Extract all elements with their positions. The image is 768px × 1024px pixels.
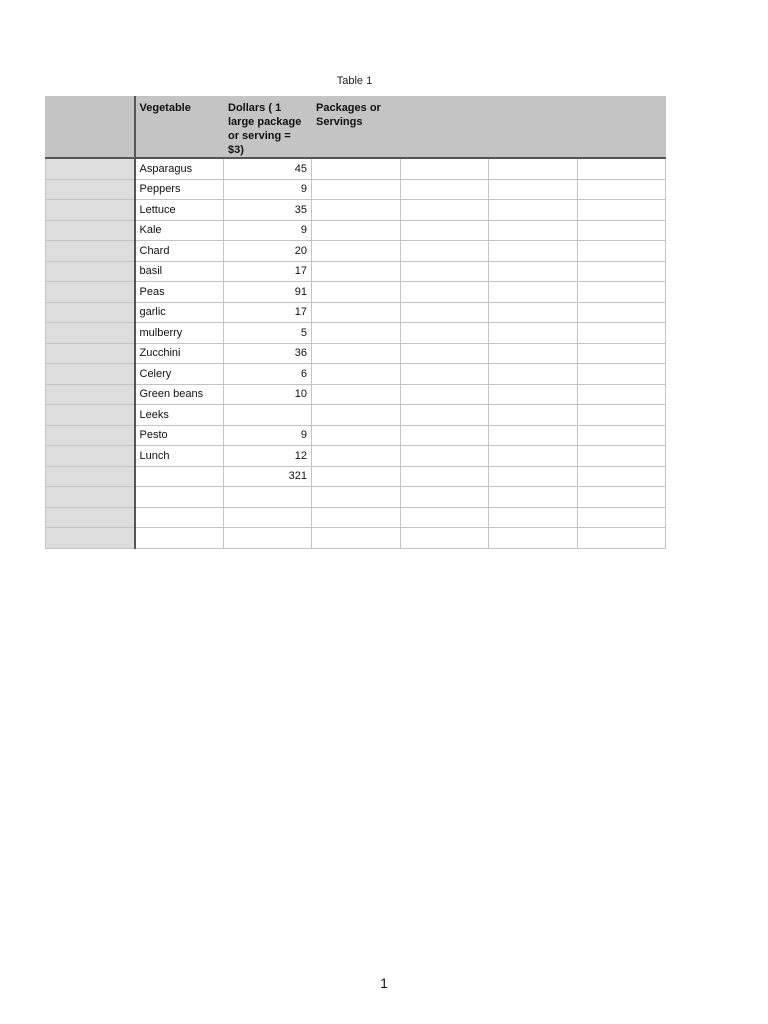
row-header-cell[interactable] [46, 323, 135, 344]
table-row [46, 179, 666, 200]
empty-cell[interactable] [401, 241, 489, 262]
packages-cell[interactable] [312, 425, 401, 446]
packages-cell[interactable] [312, 179, 401, 200]
table-row [46, 200, 666, 221]
row-header-cell[interactable] [46, 282, 135, 303]
table-row [46, 405, 666, 426]
empty-cell[interactable] [401, 405, 489, 426]
vegetable-cell[interactable]: basil [135, 261, 224, 282]
vegetable-cell[interactable]: Leeks [135, 405, 224, 426]
empty-cell[interactable] [401, 323, 489, 344]
row-header-cell[interactable] [46, 241, 135, 262]
empty-cell[interactable] [401, 466, 489, 487]
packages-cell[interactable] [312, 220, 401, 241]
table-row [46, 425, 666, 446]
empty-cell[interactable] [578, 323, 666, 344]
empty-cell[interactable] [489, 200, 578, 221]
table-title: Table 1 [336, 75, 373, 87]
empty-cell[interactable] [578, 158, 666, 179]
dollars-cell[interactable]: 9 [224, 425, 312, 446]
table-row [46, 384, 666, 405]
spreadsheet-table [45, 96, 666, 549]
vegetable-cell[interactable]: Green beans [135, 384, 224, 405]
row-header-cell[interactable] [46, 179, 135, 200]
row-header-cell[interactable] [46, 220, 135, 241]
row-header-cell[interactable] [46, 466, 135, 487]
dollars-cell[interactable] [224, 487, 312, 508]
empty-cell[interactable] [578, 384, 666, 405]
vegetable-cell[interactable]: Zucchini [135, 343, 224, 364]
table-row [46, 261, 666, 282]
empty-cell[interactable] [401, 343, 489, 364]
dollars-cell[interactable] [224, 528, 312, 549]
vegetable-cell[interactable] [135, 528, 224, 549]
packages-cell[interactable] [312, 241, 401, 262]
empty-cell[interactable] [401, 158, 489, 179]
packages-cell[interactable] [312, 364, 401, 385]
empty-cell[interactable] [578, 179, 666, 200]
dollars-cell[interactable]: 9 [224, 179, 312, 200]
empty-cell[interactable] [578, 282, 666, 303]
dollars-cell[interactable]: 17 [224, 302, 312, 323]
row-header-cell[interactable] [46, 425, 135, 446]
vegetable-cell[interactable] [135, 487, 224, 508]
empty-cell[interactable] [578, 200, 666, 221]
empty-cell[interactable] [489, 179, 578, 200]
empty-cell[interactable] [489, 158, 578, 179]
empty-cell[interactable] [489, 220, 578, 241]
packages-cell[interactable] [312, 487, 401, 508]
empty-cell[interactable] [401, 200, 489, 221]
dollars-cell[interactable]: 36 [224, 343, 312, 364]
empty-cell[interactable] [401, 446, 489, 467]
empty-cell[interactable] [489, 364, 578, 385]
header-empty-col-5[interactable] [401, 97, 489, 159]
vegetable-cell[interactable]: Chard [135, 241, 224, 262]
vegetable-cell[interactable] [135, 466, 224, 487]
table-row [46, 282, 666, 303]
empty-cell[interactable] [489, 343, 578, 364]
empty-cell[interactable] [489, 446, 578, 467]
empty-cell[interactable] [578, 261, 666, 282]
vegetable-cell[interactable]: garlic [135, 302, 224, 323]
header-row [46, 97, 666, 159]
vegetable-cell[interactable]: Kale [135, 220, 224, 241]
empty-cell[interactable] [489, 384, 578, 405]
dollars-cell[interactable]: 91 [224, 282, 312, 303]
dollars-cell[interactable]: 45 [224, 158, 312, 179]
row-header-cell[interactable] [46, 200, 135, 221]
packages-cell[interactable] [312, 282, 401, 303]
empty-cell[interactable] [578, 405, 666, 426]
empty-cell[interactable] [578, 446, 666, 467]
empty-cell[interactable] [401, 507, 489, 528]
table-row [46, 487, 666, 508]
empty-cell[interactable] [489, 323, 578, 344]
empty-cell[interactable] [578, 466, 666, 487]
vegetable-cell[interactable]: Lunch [135, 446, 224, 467]
table-row [46, 158, 666, 179]
dollars-cell[interactable]: 17 [224, 261, 312, 282]
empty-cell[interactable] [578, 507, 666, 528]
empty-cell[interactable] [489, 466, 578, 487]
dollars-cell[interactable]: 6 [224, 364, 312, 385]
row-header-cell[interactable] [46, 384, 135, 405]
vegetable-cell[interactable]: Celery [135, 364, 224, 385]
vegetable-cell[interactable]: Asparagus [135, 158, 224, 179]
header-empty-col-7[interactable] [578, 97, 666, 159]
vegetable-cell[interactable]: Peas [135, 282, 224, 303]
header-vegetable[interactable]: Vegetable [135, 97, 224, 159]
table-row [46, 466, 666, 487]
row-header-cell[interactable] [46, 405, 135, 426]
empty-cell[interactable] [578, 487, 666, 508]
empty-cell[interactable] [489, 405, 578, 426]
dollars-cell[interactable] [224, 405, 312, 426]
row-header-cell[interactable] [46, 528, 135, 549]
row-header-cell[interactable] [46, 261, 135, 282]
empty-cell[interactable] [578, 241, 666, 262]
empty-cell[interactable] [401, 261, 489, 282]
empty-cell[interactable] [489, 241, 578, 262]
dollars-cell[interactable]: 12 [224, 446, 312, 467]
header-empty-col-6[interactable] [489, 97, 578, 159]
header-row-label-cell[interactable] [46, 97, 135, 159]
table-row [46, 323, 666, 344]
vegetable-cell[interactable]: Peppers [135, 179, 224, 200]
packages-cell[interactable] [312, 405, 401, 426]
empty-cell[interactable] [578, 220, 666, 241]
empty-cell[interactable] [401, 220, 489, 241]
row-header-cell[interactable] [46, 302, 135, 323]
empty-cell[interactable] [578, 364, 666, 385]
empty-cell[interactable] [401, 528, 489, 549]
empty-cell[interactable] [578, 302, 666, 323]
row-header-cell[interactable] [46, 507, 135, 528]
empty-cell[interactable] [401, 487, 489, 508]
table-row [46, 302, 666, 323]
empty-cell[interactable] [578, 425, 666, 446]
packages-cell[interactable] [312, 323, 401, 344]
empty-cell[interactable] [489, 507, 578, 528]
dollars-cell[interactable]: 10 [224, 384, 312, 405]
table-row [46, 220, 666, 241]
row-header-cell[interactable] [46, 364, 135, 385]
row-header-cell[interactable] [46, 158, 135, 179]
packages-cell[interactable] [312, 507, 401, 528]
table-row [46, 446, 666, 467]
packages-cell[interactable] [312, 261, 401, 282]
empty-cell[interactable] [401, 364, 489, 385]
empty-cell[interactable] [578, 528, 666, 549]
packages-cell[interactable] [312, 466, 401, 487]
dollars-cell[interactable]: 35 [224, 200, 312, 221]
empty-cell[interactable] [489, 282, 578, 303]
page-number: 1 [380, 975, 388, 991]
empty-cell[interactable] [489, 487, 578, 508]
row-header-cell[interactable] [46, 446, 135, 467]
table-row [46, 364, 666, 385]
vegetable-cell[interactable] [135, 507, 224, 528]
packages-cell[interactable] [312, 302, 401, 323]
empty-cell[interactable] [489, 425, 578, 446]
empty-cell[interactable] [401, 179, 489, 200]
table-row [46, 507, 666, 528]
packages-cell[interactable] [312, 200, 401, 221]
empty-cell[interactable] [401, 425, 489, 446]
packages-cell[interactable] [312, 158, 401, 179]
header-packages[interactable]: Packages or Servings [312, 97, 401, 159]
vegetable-cell[interactable]: Pesto [135, 425, 224, 446]
dollars-cell[interactable]: 321 [224, 466, 312, 487]
dollars-cell[interactable]: 9 [224, 220, 312, 241]
header-dollars[interactable]: Dollars ( 1 large package or serving = $3) [224, 97, 312, 159]
table-row [46, 528, 666, 549]
empty-cell[interactable] [401, 302, 489, 323]
empty-cell[interactable] [489, 261, 578, 282]
packages-cell[interactable] [312, 446, 401, 467]
packages-cell[interactable] [312, 343, 401, 364]
dollars-cell[interactable]: 20 [224, 241, 312, 262]
empty-cell[interactable] [489, 302, 578, 323]
table-body [46, 158, 666, 548]
vegetable-cell[interactable]: Lettuce [135, 200, 224, 221]
row-header-cell[interactable] [46, 487, 135, 508]
empty-cell[interactable] [401, 384, 489, 405]
dollars-cell[interactable]: 5 [224, 323, 312, 344]
table-row [46, 241, 666, 262]
dollars-cell[interactable] [224, 507, 312, 528]
empty-cell[interactable] [578, 343, 666, 364]
row-header-cell[interactable] [46, 343, 135, 364]
table-row [46, 343, 666, 364]
packages-cell[interactable] [312, 384, 401, 405]
empty-cell[interactable] [489, 528, 578, 549]
empty-cell[interactable] [401, 282, 489, 303]
packages-cell[interactable] [312, 528, 401, 549]
vegetable-cell[interactable]: mulberry [135, 323, 224, 344]
